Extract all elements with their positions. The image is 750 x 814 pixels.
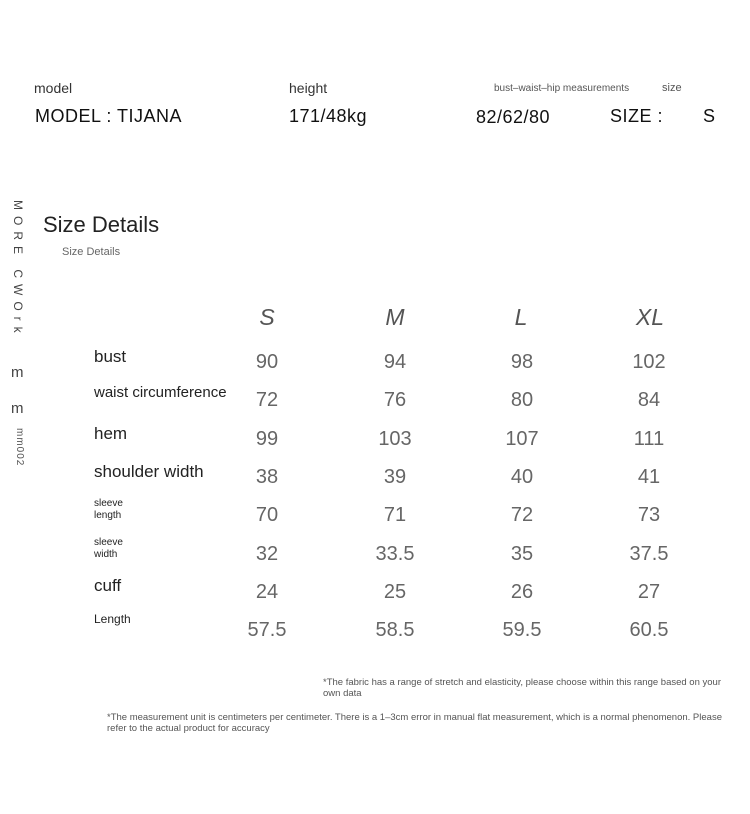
cell-shoulder-l: 40 [510,466,534,488]
row-label-sleeve-length: sleeve length [94,498,123,521]
size-label: size [662,82,682,94]
cell-waist-s: 72 [255,389,279,411]
cell-shoulder-xl: 41 [637,466,661,488]
col-head-l: L [514,304,528,330]
cell-sleeve-width-s: 32 [255,543,279,565]
measurements-label: bust–waist–hip measurements [494,83,630,94]
note-measurement: *The measurement unit is centimeters per centimeter. There is a 1–3cm error in manual flat measurement, which is a normal phenomenon. Please refer to the actual product for accuracy [107,712,722,734]
row-label-waist: waist circumference [94,384,227,401]
side-m-2: m [11,400,24,417]
model-label: model [34,80,73,96]
col-head-xl: XL [635,304,665,330]
row-label-sleeve-width: sleeve width [94,537,123,560]
cell-hem-l: 107 [505,428,539,450]
row-label-shoulder: shoulder width [94,462,204,481]
height-label: height [289,80,328,96]
cell-sleeve-length-m: 71 [383,504,407,526]
cell-waist-m: 76 [383,389,407,411]
cell-length-xl: 60.5 [629,619,669,641]
measurements-value: 82/62/80 [476,107,551,127]
cell-hem-m: 103 [378,428,412,450]
cell-cuff-l: 26 [510,581,534,603]
cell-length-s: 57.5 [247,619,287,641]
cell-cuff-xl: 27 [637,581,661,603]
cell-cuff-s: 24 [255,581,279,603]
col-head-m: M [385,304,405,330]
cell-length-l: 59.5 [502,619,542,641]
size-value: S [703,106,716,126]
row-label-bust: bust [94,347,127,366]
row-label-length: Length [94,612,131,626]
cell-bust-m: 94 [383,351,407,373]
size-value-label: SIZE : [610,106,664,126]
side-code: mm002 [14,428,25,467]
height-value: 171/48kg [289,106,368,126]
cell-hem-s: 99 [255,428,279,450]
cell-sleeve-width-l: 35 [510,543,534,565]
cell-length-m: 58.5 [375,619,415,641]
cell-hem-xl: 111 [633,428,665,450]
cell-sleeve-length-xl: 73 [637,504,661,526]
cell-sleeve-width-m: 33.5 [375,543,415,565]
section-subtitle: Size Details [62,246,121,258]
row-label-hem: hem [94,424,128,443]
cell-sleeve-length-l: 72 [510,504,534,526]
model-value: MODEL : TIJANA [35,106,183,126]
col-head-s: S [259,304,275,330]
side-vertical-text: MORE CWOrk [11,200,25,339]
cell-shoulder-s: 38 [255,466,279,488]
cell-sleeve-width-xl: 37.5 [629,543,669,565]
section-title: Size Details [43,212,160,237]
cell-shoulder-m: 39 [383,466,407,488]
cell-cuff-m: 25 [383,581,407,603]
cell-waist-xl: 84 [637,389,661,411]
note-elasticity: *The fabric has a range of stretch and elasticity, please choose within this range based on your own data [323,677,721,699]
row-label-cuff: cuff [94,576,122,595]
cell-bust-xl: 102 [632,351,666,373]
cell-waist-l: 80 [510,389,534,411]
cell-sleeve-length-s: 70 [255,504,279,526]
cell-bust-s: 90 [255,351,279,373]
cell-bust-l: 98 [510,351,534,373]
side-m-1: m [11,364,24,381]
